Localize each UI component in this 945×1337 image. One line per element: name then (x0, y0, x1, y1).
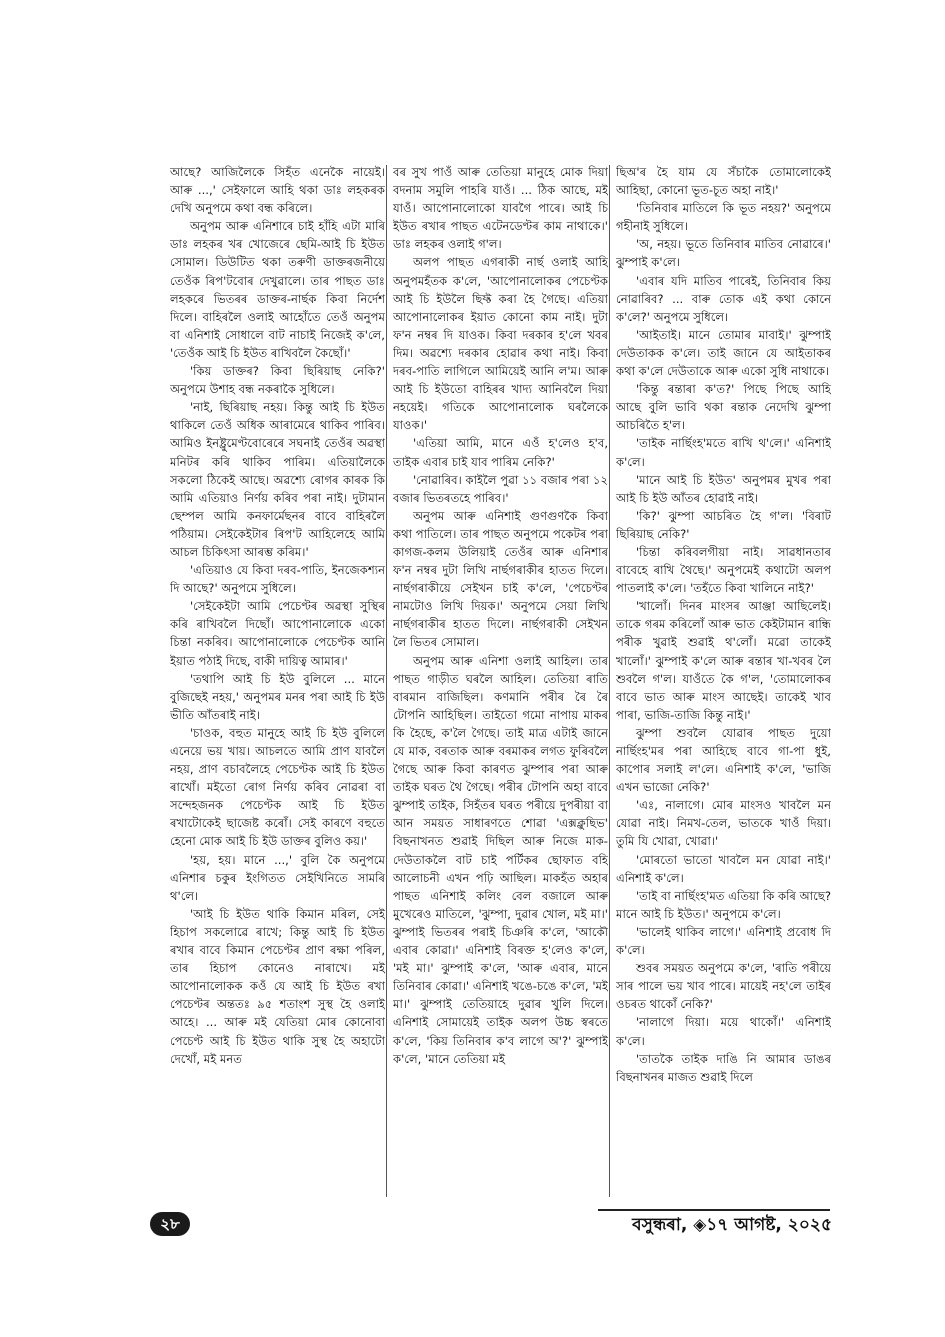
article-column-3 (616, 163, 831, 1198)
paragraph: 'খালোঁ। দিনৰ মাংসৰ আঞ্জা আছিলেই। তাকে গৰম কৰিলোঁ আৰু ভাত কেইটামান ৰান্ধি পৰীক খুৱাই শুৱাই থ'লোঁ। মৱো তাকেই খালোঁ।' ঝুম্পাই ক'লে আৰু ৰন্তাৰ খা-খবৰ লৈ শুবলৈ গ'ল। যাওঁতে কৈ গ'ল, 'তোমালোকৰ বাবে ভাত আৰু মাংস আছেই। তাকেই খাব পাৰা, ভাজি-তাজি কিন্তু নাই।' (616, 599, 831, 722)
paragraph: 'অ, নহয়। ভূতে তিনিবাৰ মাতিব নোৱাৰে।' ঝুম্পাই ক'লে। (616, 237, 831, 270)
article-column-2 (393, 163, 608, 1198)
paragraph: 'চিন্তা কৰিবলগীয়া নাই। সাৱধানতাৰ বাবেহে ৰাখি থৈছে।' অনুপমেই কথাটো অলপ পাতলাই ক'লে। 'তহঁতে কিবা খালিনে নাই?' (616, 544, 831, 596)
paragraph: 'তথাপি আই চি ইউ বুলিলে ... মানে বুজিছেই নহয়,' অনুপমৰ মনৰ পৰা আই চি ইউ ভীতি আঁতৰাই নাই। (170, 671, 385, 722)
column-divider (386, 165, 387, 1197)
paragraph: 'নাই, ছিৰিয়াছ নহয়। কিন্তু আই চি ইউত থাকিলে তেওঁ অধিক আৰামেৰে থাকিব পাৰিব। আমিও ইনষ্ট্ৰুমেণ্টবোৰেৰে সঘনাই তেওঁৰ অৱস্থা মনিটৰ কৰি থাকিব পাৰিম। এতিয়ালৈকে সকলো ঠিকেই আছে। অৱশ্যে ৰোগৰ কাৰক কি আমি এতিয়াও নিৰ্ণয় কৰিব পৰা নাই। দুটামান ছেম্পল আমি কনফাৰ্মেছনৰ বাবে বাহিৰলৈ পঠিয়াম। সেইকেইটাৰ ৰিপ'ট আহিলেহে আমি আচল চিকিৎসা আৰম্ভ কৰিম।' (170, 400, 385, 559)
paragraph: অনুপম আৰু এনিশাই গুণগুণকৈ কিবা কথা পাতিলে। তাৰ পাছত অনুপমে পকেটৰ পৰা কাগজ-কলম উলিয়াই তেওঁৰ আৰু এনিশাৰ ফ'ন নম্বৰ দুটা লিখি নাৰ্ছগৰাকীৰ হাতত দিলে। নাৰ্ছগৰাকীয়ে সেইখন চাই ক'লে, 'পেচেণ্টৰ নামটোও লিখি দিয়ক।' অনুপমে সেয়া লিখি নাৰ্ছগৰাকীৰ হাতত দিলে। নাৰ্ছগৰাকী সেইখন লৈ ভিতৰ সোমাল। (393, 508, 608, 650)
paragraph: আছে? আজিলৈকে সিহঁত এনেকৈ নায়েই। আৰু ...,' সেইফালে আহি থকা ডাঃ লহকৰক দেখি অনুপমে কথা বন্ধ কৰিলে। (170, 165, 385, 216)
paragraph: 'হয়, হয়। মানে ...,' বুলি কৈ অনুপমে এনিশাৰ চকুৰ ইংগিতত সেইখিনিতে সামৰি থ'লে। (170, 852, 385, 903)
paragraph: 'কিয় ডাক্তৰ? কিবা ছিৰিয়াছ নেকি?' অনুপমে উশাহ বন্ধ নকৰাকৈ সুধিলে। (170, 364, 385, 397)
paragraph: অলপ পাছত এগৰাকী নাৰ্ছ ওলাই আহি অনুপমহঁতক ক'লে, 'আপোনালোকৰ পেচেণ্টক আই চি ইউলৈ ছিফ্ট কৰা হৈ গৈছে। এতিয়া আপোনালোকৰ ইয়াত কোনো কাম নাই। দুটা ফ'ন নম্বৰ দি যাওক। কিবা দৰকাৰ হ'লে খবৰ দিম। অৱশ্যে দৰকাৰ হোৱাৰ কথা নাই। কিবা দৰব-পাতি লাগিলে আমিয়েই আনি ল'ম। আৰু আই চি ইউতো বাহিৰৰ খাদ্য আনিবলৈ দিয়া নহয়েই। গতিকে আপোনালোক ঘৰলৈকে যাওক।' (393, 255, 608, 433)
paragraph: 'এবাৰ যদি মাতিব পাৰেই, তিনিবাৰ কিয় নোৱাৰিব? ... বাৰু তোক এই কথা কোনে ক'লে?' অনুপমে সুধিলে। (616, 273, 831, 324)
paragraph: 'কিন্তু ৰন্তাৰা ক'ত?' পিছে পিছে আহি আছে বুলি ভাবি থকা ৰন্তাক নেদেখি ঝুম্পা আচৰিতৈ হ'ল। (616, 382, 831, 433)
paragraph: 'তিনিবাৰ মাতিলে কি ভূত নহয়?' অনুপমে গহীনাই সুধিলে। (616, 201, 831, 234)
paragraph: অনুপম আৰু এনিশাৰে চাই হাঁহি এটা মাৰি ডাঃ লহকৰ খৰ খোজেৰে ছেমি-আই চি ইউত সোমাল। ডিউটিত থকা তৰুণী ডাক্তৰজনীয়ে তেওঁক ৰিপ'টবোৰ দেখুৱালে। তাৰ পাছত ডাঃ লহকৰে ভিতৰৰ ডাক্তৰ-নাৰ্ছক কিবা নিৰ্দেশ দিলে। বাহিৰলৈ ওলাই আহোঁতে তেওঁ অনুপম বা এনিশাই সোধালে বাট নাচাই নিজেই ক'লে, 'তেওঁক আই চি ইউত ৰাখিবলৈ কৈছোঁ।' (170, 219, 385, 360)
page-number: ২৮ (150, 1212, 190, 1236)
paragraph: 'নালাগে দিয়া। ময়ে থাকোঁ।' এনিশাই ক'লে। (616, 1015, 831, 1048)
paragraph: 'মোৰতো ভাতো খাবলৈ মন যোৱা নাই।' এনিশাই ক'লে। (616, 852, 831, 885)
paragraph: 'সেইকেইটা আমি পেচেণ্টৰ অৱস্থা সুস্থিৰ কৰি ৰাখিবলৈ দিছোঁ। আপোনালোকে একো চিন্তা নকৰিব। আপোনালোকে পেচেণ্টক আনি ইয়াত পঠাই দিছে, বাকী দায়িত্ব আমাৰ।' (170, 599, 385, 668)
paragraph: অনুপম আৰু এনিশা ওলাই আহিল। তাৰ পাছত গাড়ীত ঘৰলৈ আহিল। তেতিয়া ৰাতি বাৰমান বাজিছিল। কণমানি পৰীৰ ৰৈ ৰৈ টোপনি আহিছিল। তাইতো গমো নাপায় মাকৰ কি হৈছে, ক'লৈ গৈছে। তাই মাত্ৰ এটাই জানে যে মাক, বৰতাক আৰু বৰমাকৰ লগত ফুৰিবলৈ গৈছে আৰু কিবা কাৰণত ঝুম্পাৰ পৰা আৰু তাইক ঘৰত থৈ গৈছে। পৰীৰ টোপনি অহা বাবে ঝুম্পাই তাইক, সিহঁতৰ ঘৰত পৰীয়ে দুপৰীয়া বা আন সময়ত সাধাৰণতে শোৱা 'এক্সক্লুছিভ' বিছনাখনত শুৱাই দিছিল আৰু নিজে মাক-দেউতাকলৈ বাট চাই পৰ্টিকৰ ছোফাত বহি আলোচনী এখন পঢ়ি আছিল। মাকহঁত অহাৰ পাছত এনিশাই কলিং বেল বজালে আৰু মুখেৰেও মাতিলে, 'ঝুম্পা, দুৱাৰ খোল, মই মা।' ঝুম্পাই ভিতৰৰ পৰাই চিঞৰি ক'লে, 'আকৌ এবাৰ কোৱা।' এনিশাই বিৰক্ত হ'লেও ক'লে, 'মই মা।' ঝুম্পাই ক'লে, 'আৰু এবাৰ, মানে তিনিবাৰ কোৱা।' এনিশাই খঙে-চঙে ক'লে, 'মই মা।' ঝুম্পাই তেতিয়াহে দুৱাৰ খুলি দিলে। এনিশাই সোমায়েই তাইক অলপ উচ্চ স্বৰতে ক'লে, 'কিয় তিনিবাৰ ক'ব লাগে অ'?' ঝুম্পাই ক'লে, 'মানে তেতিয়া মই (393, 653, 608, 1066)
paragraph: শুবৰ সময়ত অনুপমে ক'লে, 'ৰাতি পৰীয়ে সাৰ পালে ভয় খাব পাৰে। মায়েই নহ'লে তাইৰ ওচৰত থাকোঁ নেকি?' (616, 961, 831, 1012)
paragraph: 'এতিয়াও যে কিবা দৰব-পাতি, ইনজেকশ্যন দি আছে?' অনুপমে সুধিলে। (170, 563, 385, 596)
paragraph: 'তাইক নাৰ্ছিংহ'মতে ৰাখি থ'লে।' এনিশাই ক'লে। (616, 436, 831, 469)
paragraph: 'নোৱাৰিব। কাইলৈ পুৱা ১১ বজাৰ পৰা ১২ বজাৰ ভিতৰতহে পাৰিব।' (393, 472, 608, 505)
paragraph: 'কি?' ঝুম্পা আচৰিত হৈ গ'ল। 'বিৰাট ছিৰিয়াছ নেকি?' (616, 508, 831, 541)
paragraph: ছিঅ'ৰ হৈ যাম যে সঁচাকৈ তোমালোকেই আহিছা, কোনো ভূত-চূত অহা নাই।' (616, 165, 831, 198)
article-column-1 (170, 163, 385, 1198)
paragraph: 'এঃ, নালাগে। মোৰ মাংসও খাবলৈ মন যোৱা নাই। নিমখ-তেল, ভাতকে খাওঁ দিয়া। তুমি যি খোৱা, খোৱা।' (616, 798, 831, 849)
paragraph: 'ভালেই থাকিব লাগে।' এনিশাই প্ৰবোধ দি ক'লে। (616, 924, 831, 958)
magazine-footer: বসুন্ধৰা, ◈১৭ আগষ্ট, ২০২৫ (632, 1215, 832, 1235)
paragraph: 'চাওক, বহুত মানুহে আই চি ইউ বুলিলে এনেয়ে ভয় খায়। আচলতে আমি প্ৰাণ যাবলৈ নহয়, প্ৰাণ বচাবলৈহে পেচেণ্টক আই চি ইউত ৰাখোঁ। মইতো ৰোগ নিৰ্ণয় কৰিব নোৱৰা বা সন্দেহজনক পেচেণ্টক আই চি ইউত ৰখাটোকেই ছাজেষ্ট কৰোঁ। সেই কাৰণে বহুতে হেনো মোক আই চি ইউ ডাক্তৰ বুলিও কয়।' (170, 725, 385, 849)
paragraph: 'এতিয়া আমি, মানে এওঁ হ'লেও হ'ব, তাইক এবাৰ চাই যাব পাৰিম নেকি?' (393, 436, 608, 469)
paragraph: 'তাতকৈ তাইক দাঙি নি আমাৰ ডাঙৰ বিছনাখনৰ মাজত শুৱাই দিলে (616, 1051, 831, 1084)
paragraph: ঝুম্পা শুবলৈ যোৱাৰ পাছত দুয়ো নাৰ্ছিংহ'মৰ পৰা আহিছে বাবে গা-পা ধুই, কাপোৰ সলাই ল'লে। এনিশাই ক'লে, 'ভাজি এখন ভাজো নেকি?' (616, 725, 831, 795)
paragraph: 'তাই বা নাৰ্ছিংহ'মত এতিয়া কি কৰি আছে? মানে আই চি ইউত।' অনুপমে ক'লে। (616, 888, 831, 921)
column-divider (609, 165, 610, 1197)
paragraph: 'মানে আই চি ইউত' অনুপমৰ মুখৰ পৰা আই চি ইউ আঁতৰ হোৱাই নাই। (616, 472, 831, 505)
paragraph: বৰ সুখ পাওঁ আৰু তেতিয়া মানুহে মোক দিয়া বদনাম সমুলি পাহৰি যাওঁ। ... ঠিক আছে, মই যাওঁ। আপোনালোকো যাবগৈ পাৰে। আই চি ইউত ৰখাৰ পাছত এটেনডেণ্টৰ কাম নাথাকে।' ডাঃ লহকৰ ওলাই গ'ল। (393, 165, 608, 252)
paragraph: 'আইতাই। মানে তোমাৰ মাবাই।' ঝুম্পাই দেউতাকক ক'লে। তাই জানে যে আইতাকৰ কথা ক'লে দেউতাকে আৰু একো সুধি নাথাকে। (616, 327, 831, 379)
paragraph: 'আই চি ইউত থাকি কিমান মৰিল, সেই হিচাপ সকলোৱে ৰাখে; কিন্তু আই চি ইউত ৰখাৰ বাবে কিমান পেচেণ্টৰ প্ৰাণ ৰক্ষা পৰিল, তাৰ হিচাপ কোনেও নাৰাখে। মই আপোনালোকক কওঁ যে আই চি ইউত ৰখা পেচেণ্টৰ অন্ততঃ ৯৫ শতাংশ সুস্থ হৈ ওলাই আহে। ... আৰু মই যেতিয়া মোৰ কোনোবা পেচেণ্ট আই চি ইউত থাকি সুস্থ হৈ অহাটো দেখোঁ, মই মনত (170, 906, 385, 1066)
